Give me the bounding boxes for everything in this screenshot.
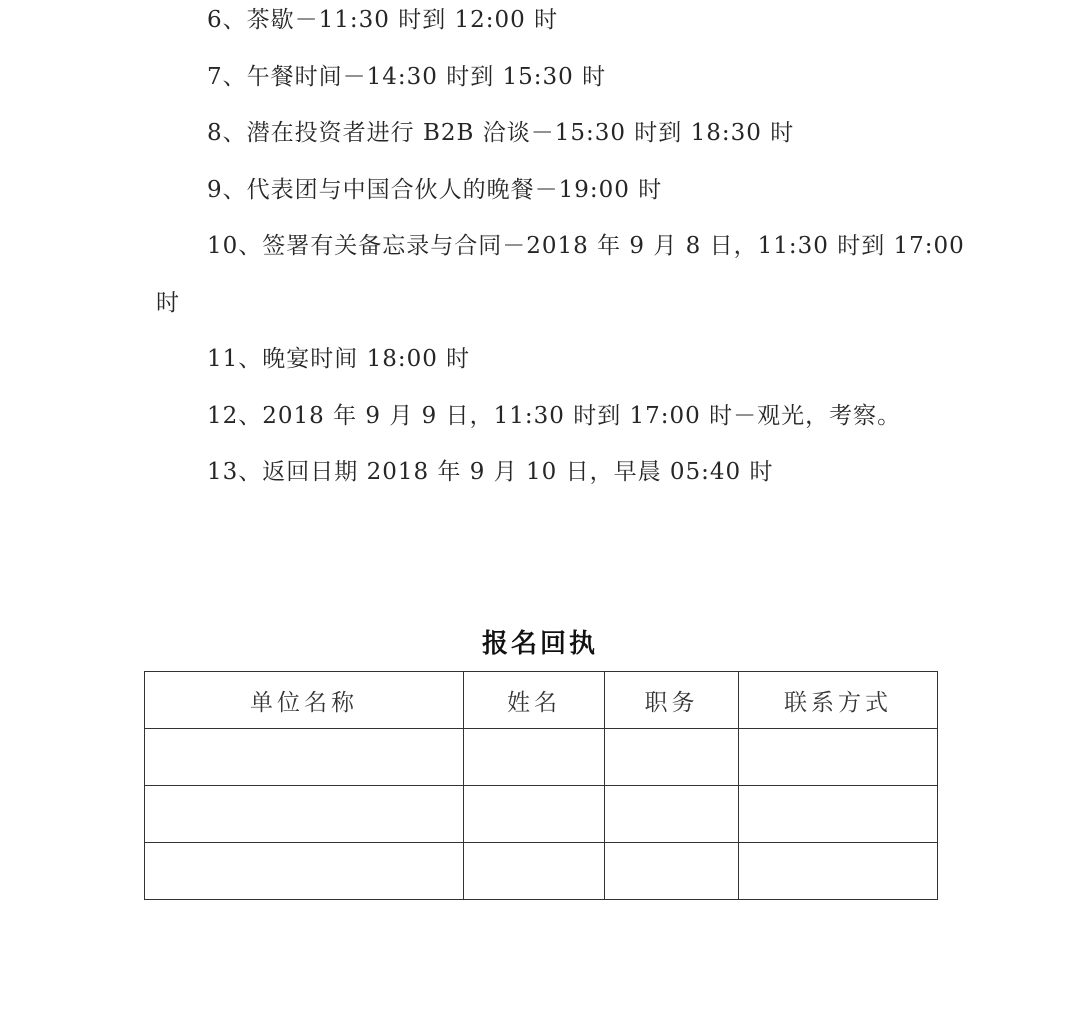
table-cell <box>739 786 938 843</box>
table-cell <box>739 843 938 900</box>
schedule-item-13: 13、返回日期 2018 年 9 月 10 日，早晨 05:40 时 <box>207 459 774 485</box>
schedule-item-10: 10、签署有关备忘录与合同－2018 年 9 月 8 日，11:30 时到 17:00 <box>207 233 965 259</box>
schedule-item-12: 12、2018 年 9 月 9 日，11:30 时到 17:00 时－观光，考察。 <box>207 403 902 429</box>
table-cell <box>464 843 605 900</box>
table-row <box>145 843 938 900</box>
table-cell <box>739 729 938 786</box>
table-row <box>145 729 938 786</box>
table-row <box>145 786 938 843</box>
table-cell <box>145 786 464 843</box>
schedule-item-7: 7、午餐时间－14:30 时到 15:30 时 <box>207 64 607 90</box>
header-contact: 联系方式 <box>739 672 938 729</box>
table-cell <box>145 729 464 786</box>
header-organization: 单位名称 <box>145 672 464 729</box>
header-name: 姓名 <box>464 672 605 729</box>
table-cell <box>464 786 605 843</box>
registration-table <box>144 671 938 900</box>
table-header-row <box>145 672 938 729</box>
header-position: 职务 <box>605 672 739 729</box>
schedule-item-9: 9、代表团与中国合伙人的晚餐－19:00 时 <box>207 177 663 203</box>
table-cell <box>145 843 464 900</box>
registration-title: 报名回执 <box>481 629 598 659</box>
schedule-item-6: 6、茶歇－11:30 时到 12:00 时 <box>207 7 559 33</box>
table-cell <box>605 843 739 900</box>
schedule-item-11: 11、晚宴时间 18:00 时 <box>207 346 471 372</box>
table-cell <box>605 729 739 786</box>
schedule-item-10-continuation: 时 <box>156 290 180 316</box>
schedule-item-8: 8、潜在投资者进行 B2B 洽谈－15:30 时到 18:30 时 <box>207 120 795 146</box>
table-cell <box>605 786 739 843</box>
table-cell <box>464 729 605 786</box>
